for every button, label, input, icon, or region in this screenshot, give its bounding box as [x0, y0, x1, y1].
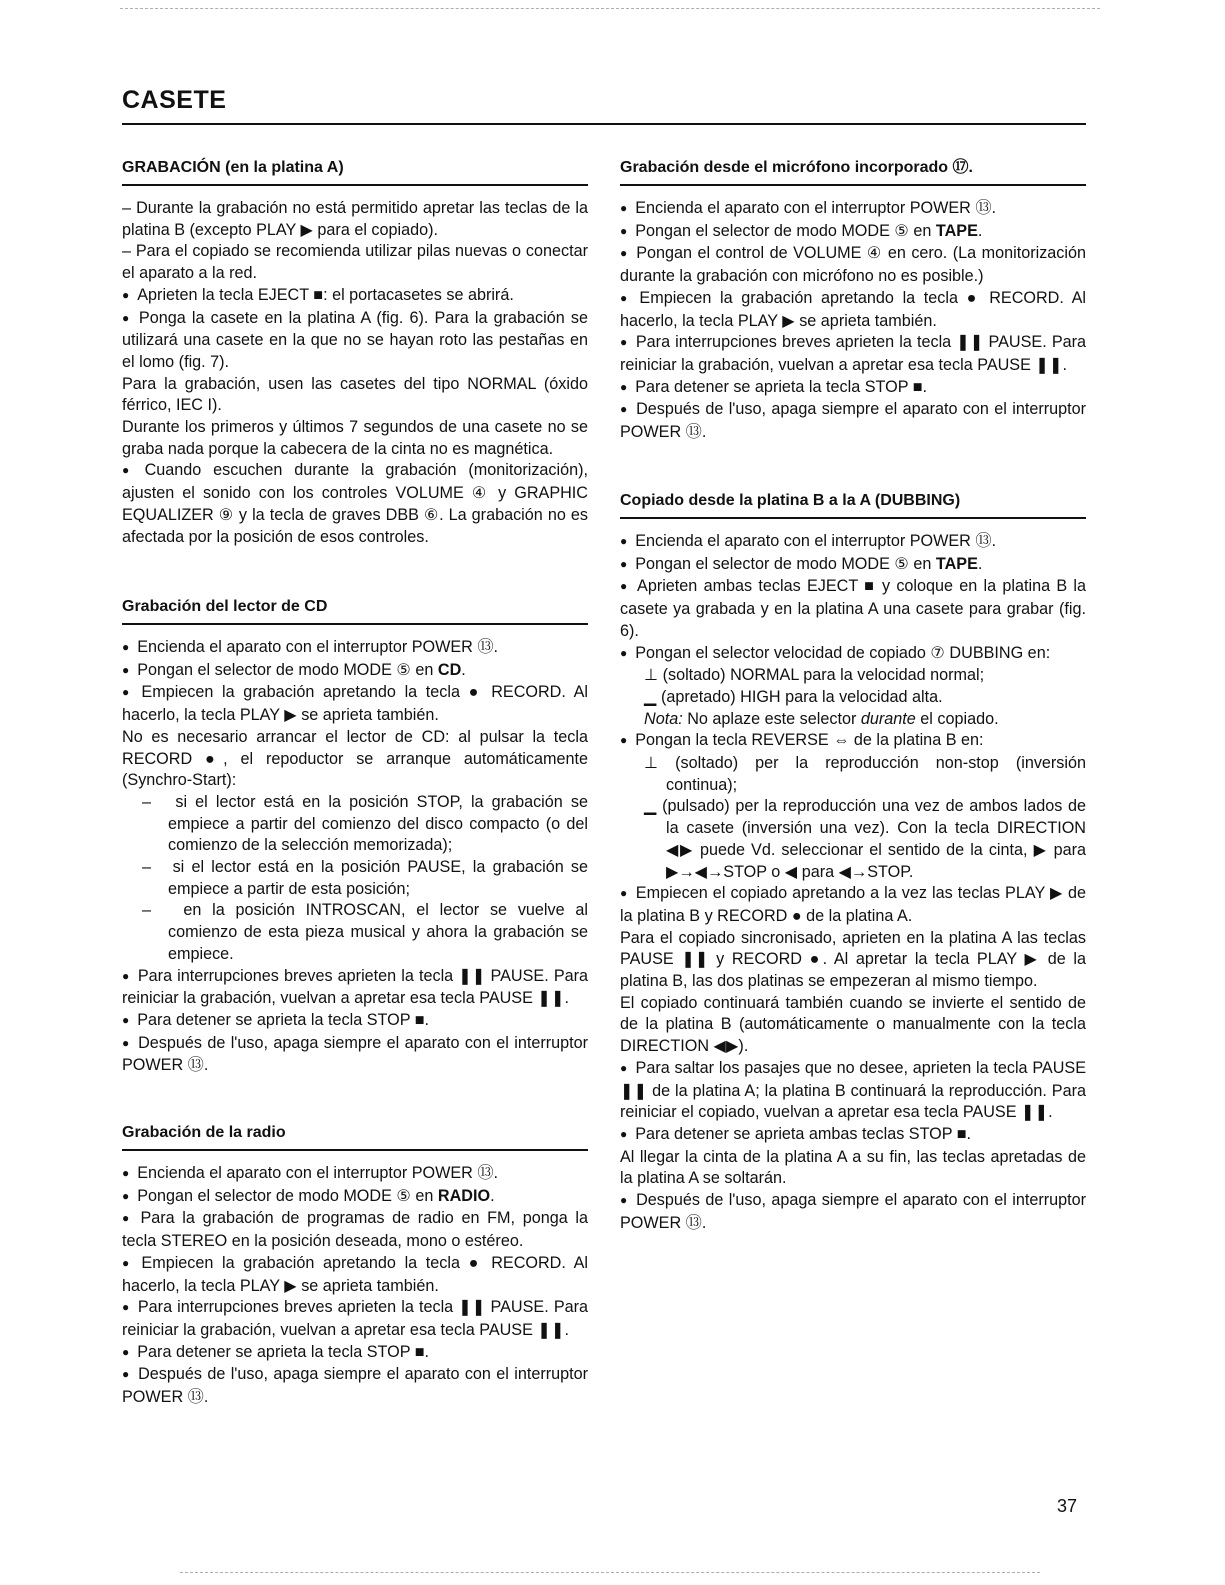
text-run: Pongan el selector de modo MODE ⑤ en [137, 1186, 438, 1205]
paragraph [620, 993, 1086, 1058]
text-run: Después de l'uso, apaga siempre el aparato con el interruptor POWER ⑬. [122, 1033, 589, 1075]
text-run: Pongan el selector de modo MODE ⑤ en [635, 554, 936, 573]
bullet-item [122, 1342, 588, 1365]
text-run: Para detener se aprieta la tecla STOP ■. [635, 377, 927, 396]
text-run: ▁ (pulsado) per la reproducción una vez de ambos lados de la casete (inversión una vez). Con la tecla DIRECTION ◀▶ puede Vd. seleccionar el sentido de la cinta, ▶ para ▶→◀→STOP o ◀ para ◀→STOP. [644, 797, 1086, 881]
text-run: TAPE [935, 554, 978, 573]
section-heading: Grabación de la radio [122, 1123, 588, 1151]
text-run: Encienda el aparato con el interruptor POWER ⑬. [635, 532, 997, 550]
text-run: No aplaze este selector [682, 709, 861, 728]
text-run: Empiecen el copiado apretando a la vez las teclas PLAY ▶ de la platina B y RECORD ● de la platina A. [620, 884, 1087, 925]
text-run: el copiado. [915, 709, 999, 728]
text-run: durante [860, 709, 916, 728]
text-run: Pongan el control de VOLUME ④ en cero. (La monitorización durante la grabación con micrófono no es posible.) [620, 244, 1086, 286]
bullet-item [620, 377, 1086, 400]
bullet-item [122, 660, 588, 683]
paragraph [620, 928, 1086, 993]
text-run: . [490, 1186, 495, 1205]
bullet-item [620, 1124, 1086, 1147]
bullet-item [122, 1364, 588, 1408]
bullet-item [620, 399, 1086, 443]
text-run: CD [437, 660, 462, 679]
bullet-item [620, 198, 1086, 221]
bullet-item [620, 288, 1086, 332]
title-divider [122, 123, 1086, 125]
text-run: Después de l'uso, apaga siempre el aparato con el interruptor POWER ⑬. [122, 1365, 589, 1407]
bullet-item [620, 643, 1086, 666]
text-run: Encienda el aparato con el interruptor POWER ⑬. [137, 1164, 499, 1182]
paragraph [620, 753, 1086, 796]
bullet-item [122, 1163, 588, 1186]
section-rec-a [122, 158, 588, 548]
bullet-item [122, 1186, 588, 1209]
dash-item [122, 857, 588, 900]
paragraph [122, 198, 588, 241]
bullet-item [620, 554, 1086, 577]
text-run: – en la posición INTROSCAN, el lector se vuelve al comienzo de esta pieza musical y ahora la grabación se empiece. [142, 901, 588, 963]
text-run: Empiecen la grabación apretando la tecla ● RECORD. Al hacerlo, la tecla PLAY ▶ se aprieta también. [122, 683, 589, 725]
text-run: – Durante la grabación no está permitido apretar las teclas de la platina B (excepto PLAY ▶ para el copiado). [122, 199, 588, 239]
section-rec-mic [620, 158, 1086, 444]
bullet-item [620, 1190, 1086, 1234]
bullet-item [122, 285, 588, 308]
bullet-item [620, 730, 1086, 753]
text-run: Para detener se aprieta ambas teclas STOP ■. [635, 1124, 972, 1143]
text-run: . [977, 554, 983, 573]
text-run: Para saltar los pasajes que no desee, aprieten la tecla PAUSE ❚❚ de la platina A; la platina B continuará la reproducción. Para reiniciar el copiado, vuelvan a apretar esa tecla PAUSE ❚❚. [620, 1058, 1086, 1122]
bullet-item [122, 682, 588, 726]
scan-noise-bottom [180, 1572, 1040, 1574]
text-run: El copiado continuará también cuando se invierte el sentido de de la platina B (automáticamente o manualmente con la tecla DIRECTION ◀▶). [620, 993, 1086, 1056]
text-run: Empiecen la grabación apretando la tecla ● RECORD. Al hacerlo, la tecla PLAY ▶ se aprieta también. [620, 288, 1087, 330]
bullet-item [620, 576, 1086, 642]
bullet-item [122, 1010, 588, 1033]
text-run: Para la grabación de programas de radio en FM, ponga la tecla STEREO en la posición deseada, mono o estéreo. [122, 1209, 588, 1251]
bullet-item [620, 221, 1086, 244]
text-run: Cuando escuchen durante la grabación (monitorización), ajusten el sonido con los controles VOLUME ④ y GRAPHIC EQUALIZER ⑨ y la tecla de graves DBB ⑥. La grabación no es afectada por la posición de esos controles. [122, 461, 589, 546]
bullet-item [620, 883, 1086, 927]
text-run: Pongan el selector de modo MODE ⑤ en [137, 660, 438, 679]
bullet-item [620, 531, 1086, 554]
text-run: Pongan el selector velocidad de copiado ⑦ DUBBING en: [635, 643, 1051, 662]
text-run: Encienda el aparato con el interruptor POWER ⑬. [635, 199, 997, 217]
bullet-item [620, 243, 1086, 287]
paragraph [122, 417, 588, 460]
text-run: No es necesario arrancar el lector de CD: al pulsar la tecla RECORD ●, el repoductor se arranque automáticamente (Synchro-Start): [122, 727, 588, 790]
section-heading: Grabación desde el micrófono incorporado ⑰. [620, 158, 1086, 186]
bullet-item [122, 1253, 588, 1297]
section-heading: Grabación del lector de CD [122, 597, 588, 625]
bullet-item [122, 637, 588, 660]
bullet-item [122, 308, 588, 374]
text-run: RADIO [437, 1186, 491, 1205]
bullet-item [122, 1208, 588, 1252]
text-run: – Para el copiado se recomienda utilizar pilas nuevas o conectar el aparato a la red. [122, 242, 588, 283]
text-run: – si el lector está en la posición PAUSE, la grabación se empiece a partir de esta posición; [142, 858, 588, 898]
text-run: Ponga la casete en la platina A (fig. 6). Para la grabación se utilizará una casete en la que no se hayan roto las pestañas en el lomo (fig. 7). [122, 308, 588, 371]
text-run: . [977, 221, 983, 240]
bullet-item [620, 1058, 1086, 1124]
paragraph [620, 796, 1086, 883]
dash-item [122, 792, 588, 857]
paragraph [122, 241, 588, 284]
bullet-item [122, 1033, 588, 1077]
text-run: ⊥ (soltado) per la reproducción non-stop (inversión continua); [644, 754, 1086, 794]
text-run: Para interrupciones breves aprieten la tecla ❚❚ PAUSE. Para reiniciar la grabación, vuelvan a apretar esa tecla PAUSE ❚❚. [122, 966, 589, 1008]
scan-noise-top [120, 8, 1100, 10]
bullet-item [620, 332, 1086, 376]
text-run: Para la grabación, usen las casetes del tipo NORMAL (óxido férrico, IEC I). [122, 374, 588, 415]
text-run: Encienda el aparato con el interruptor POWER ⑬. [137, 638, 499, 656]
section-rec-cd [122, 597, 588, 1077]
text-run: Después de l'uso, apaga siempre el aparato con el interruptor POWER ⑬. [620, 400, 1087, 442]
page-title: CASETE [122, 86, 227, 114]
text-run: ▁ (apretado) HIGH para la velocidad alta. [644, 687, 943, 706]
text-run: . [461, 660, 466, 679]
text-run: Empiecen la grabación apretando la tecla ● RECORD. Al hacerlo, la tecla PLAY ▶ se aprieta también. [122, 1253, 589, 1295]
paragraph [122, 374, 588, 417]
section-heading: Copiado desde la platina B a la A (DUBBING) [620, 491, 1086, 519]
paragraph [122, 727, 588, 792]
paragraph [620, 1147, 1086, 1190]
text-run: Pongan la tecla REVERSE ⇔ de la platina B en: [635, 731, 984, 750]
paragraph [620, 709, 1086, 731]
text-run: Nota: [644, 709, 683, 728]
text-run: Para interrupciones breves aprieten la tecla ❚❚ PAUSE. Para reiniciar la grabación, vuelvan a apretar esa tecla PAUSE ❚❚. [122, 1298, 589, 1339]
bullet-item [122, 1297, 588, 1341]
bullet-item [122, 966, 588, 1010]
text-run: Después de l'uso, apaga siempre el aparato con el interruptor POWER ⑬. [620, 1191, 1087, 1232]
text-run: Aprieten ambas teclas EJECT ■ y coloque en la platina B la casete ya grabada y en la platina A una casete para grabar (fig. 6). [620, 577, 1087, 640]
section-rec-radio [122, 1123, 588, 1409]
bullet-item [122, 460, 588, 548]
text-run: – si el lector está en la posición STOP, la grabación se empiece a partir del comienzo del disco compacto (o del comienzo de la selección memorizada); [142, 792, 588, 855]
text-run: Para detener se aprieta la tecla STOP ■. [137, 1010, 429, 1029]
text-run: Durante los primeros y últimos 7 segundos de una casete no se graba nada porque la cabecera de la cinta no es magnética. [122, 418, 588, 458]
text-run: Aprieten la tecla EJECT ■: el portacasetes se abrirá. [137, 285, 514, 304]
text-run: TAPE [935, 221, 978, 240]
text-run: Para interrupciones breves aprieten la tecla ❚❚ PAUSE. Para reiniciar la grabación, vuelvan a apretar esa tecla PAUSE ❚❚. [620, 333, 1087, 374]
text-run: ⊥ (soltado) NORMAL para la velocidad normal; [644, 666, 985, 685]
page-number: 37 [1057, 1496, 1078, 1516]
text-run: Para el copiado sincronisado, aprieten en la platina A las teclas PAUSE ❚❚ y RECORD ●. Al apretar la tecla PLAY ▶ de la platina B, las dos platinas se empezeran al mismo tiempo. [620, 928, 1086, 991]
text-run: Al llegar la cinta de la platina A a su fin, las teclas apretadas de la platina A se soltarán. [620, 1147, 1086, 1188]
paragraph [620, 665, 1086, 687]
dash-item [122, 900, 588, 965]
section-heading: GRABACIÓN (en la platina A) [122, 158, 588, 186]
paragraph [620, 687, 1086, 709]
section-dubbing [620, 491, 1086, 1235]
text-run: Pongan el selector de modo MODE ⑤ en [635, 221, 936, 240]
text-run: Para detener se aprieta la tecla STOP ■. [137, 1342, 429, 1361]
